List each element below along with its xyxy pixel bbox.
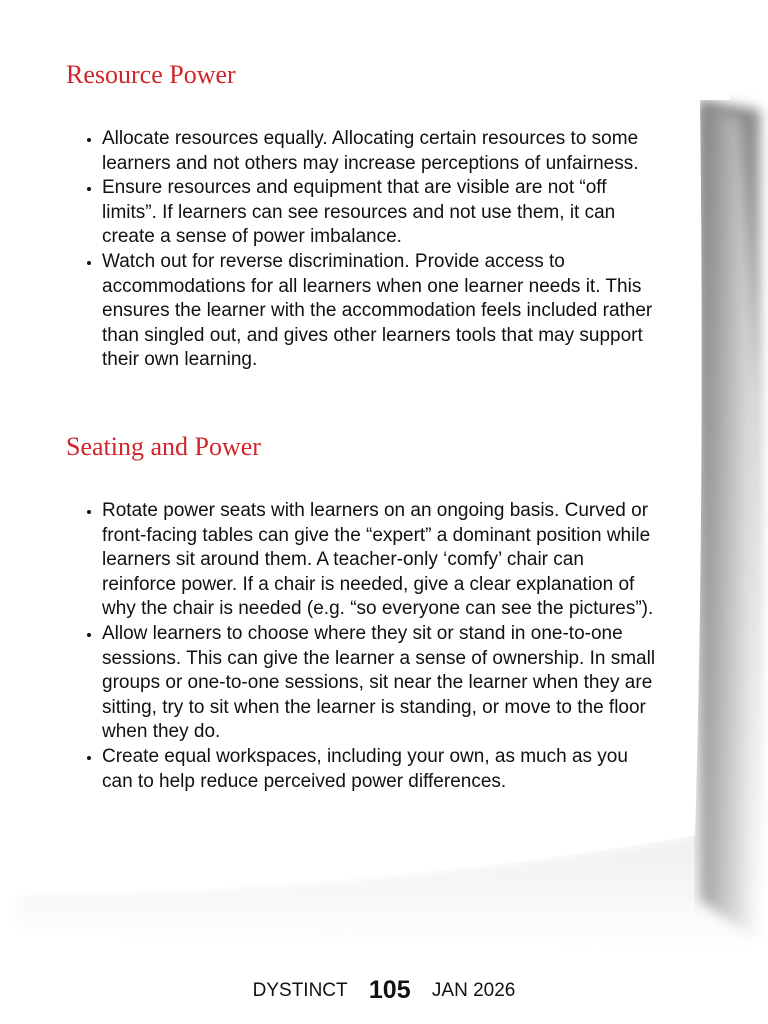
page-footer [0,976,768,1005]
magazine-name: DYSTINCT [252,979,348,1001]
heading-seating-and-power: Seating and Power [66,432,261,461]
issue-date: JAN 2026 [431,979,516,1001]
resource-power-list [80,127,662,373]
list-item: • Allocate resources equally. Allocating certain resources to some learners and not others may increase perceptions of unfairness. [102,127,662,176]
seating-power-list [80,499,662,794]
list-item: • Rotate power seats with learners on an ongoing basis. Curved or front-facing tables can give the “expert” a dominant position while learners sit around them. A teacher-only ‘comfy’ chair can reinforce power. If a chair is needed, give a clear explanation of why the chair is needed (e.g. “so everyone can see the pictures”). [102,499,662,622]
list-item: • Ensure resources and equipment that are visible are not “off limits”. If learners can see resources and not use them, it can create a sense of power imbalance. [102,176,662,250]
list-item: • Watch out for reverse discrimination. Provide access to accommodations for all learners when one learner needs it. This ensures the learner with the accommodation feels included rather than singled out, and gives other learners tools that may support their own learning. [102,250,662,373]
list-item: • Allow learners to choose where they sit or stand in one-to-one sessions. This can give the learner a sense of ownership. In small groups or one-to-one sessions, sit near the learner when they are sitting, try to sit when the learner is standing, or move to the floor when they do. [102,622,662,745]
page-number: 105 [368,976,411,1004]
list-item: • Create equal workspaces, including your own, as much as you can to help reduce perceived power differences. [102,745,662,794]
heading-resource-power: Resource Power [66,60,236,89]
